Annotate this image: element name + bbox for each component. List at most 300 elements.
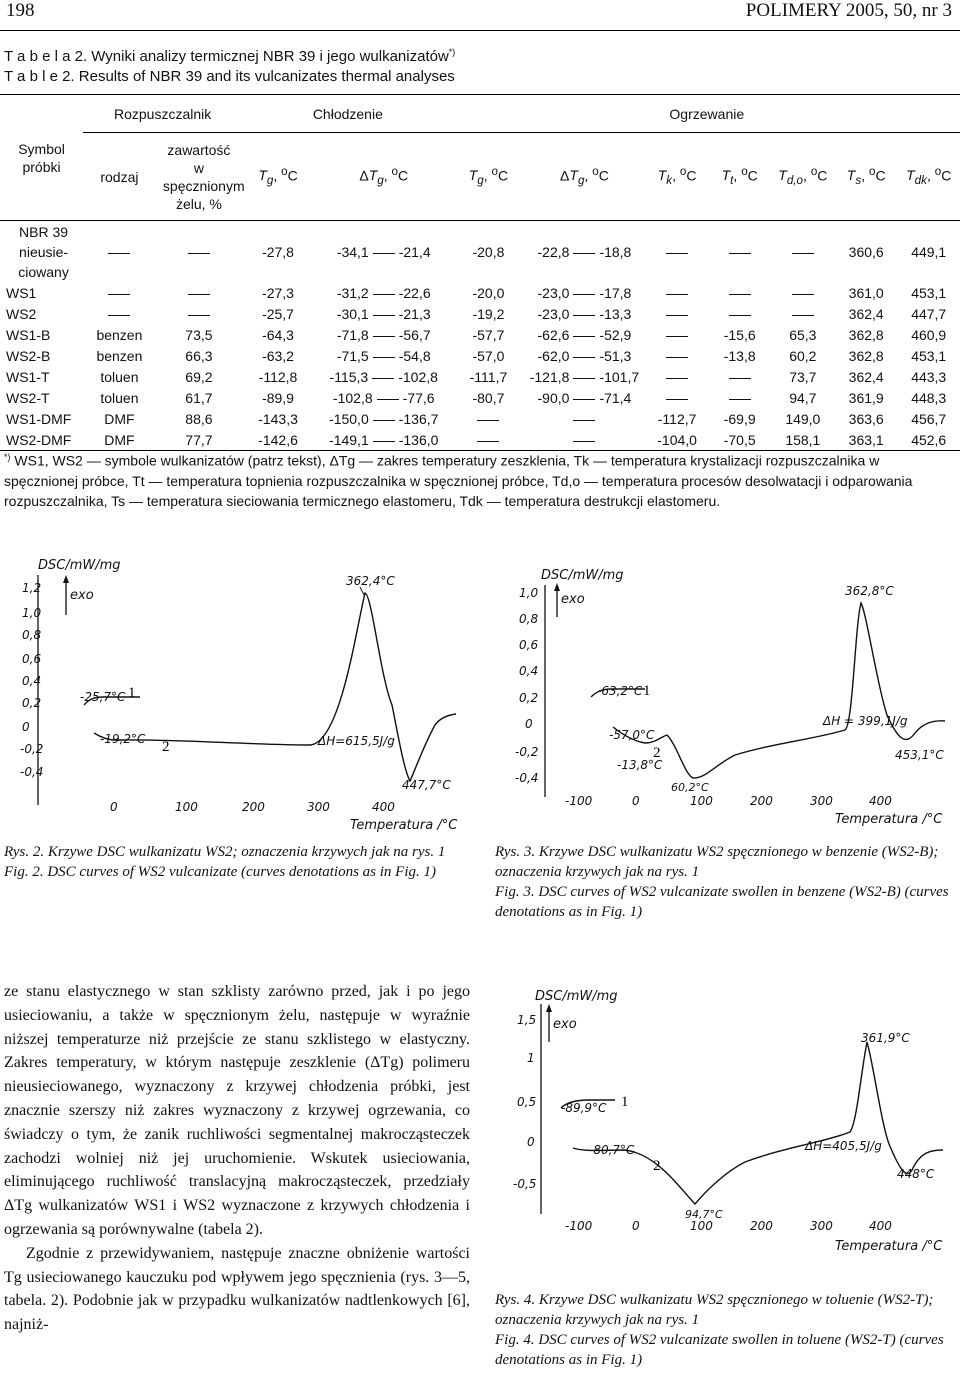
- cell-ts: 363,6: [848, 411, 884, 427]
- body-paragraph-2: Zgodnie z przewidywaniem, następuje znaczne obniżenie wartości Tg usieciowanego kauczuku pod wpływem jego spęcznienia (rys. 3—5, tabela. 2). Podobnie jak w przypadku wulkanizatów nadtlenkowych [6], najniż-: [4, 1244, 470, 1334]
- cell-tdk: 448,3: [911, 390, 947, 406]
- fig4-xtick: -100: [565, 1219, 593, 1233]
- range-start: -102,8: [332, 390, 373, 406]
- col-tg-heating: $T_g$, $^o$C: [454, 133, 524, 221]
- range-start: -121,8: [529, 369, 570, 385]
- fig4-ann: 361,9°C: [861, 1031, 910, 1045]
- dash-mark: [477, 420, 499, 421]
- cell-tt: [709, 221, 771, 283]
- dash-mark: [729, 378, 751, 379]
- fig4-xtick: 300: [810, 1219, 833, 1233]
- cell-tdk: 452,6: [897, 430, 960, 451]
- dsc-chart-fig3: [505, 565, 955, 835]
- table-title-pl: Wyniki analizy termicznej NBR 39 i jego wulkanizatów: [91, 48, 449, 65]
- cell-dtg-heating: [523, 388, 645, 409]
- cell-tt: -15,6: [723, 327, 756, 343]
- fig4-exo: exo: [553, 1017, 577, 1032]
- fig2-ytick: 0,2: [22, 696, 42, 710]
- cell-tg1: -142,6: [242, 430, 314, 451]
- cell-content: 77,7: [156, 430, 242, 451]
- range-end: -54,8: [398, 348, 431, 364]
- cell-tg1: -63,2: [262, 348, 294, 364]
- fig3-ann: 60,2°C: [671, 781, 709, 794]
- fig3-ann: 1: [643, 683, 651, 699]
- dash-mark: [729, 399, 751, 400]
- fig4-ann: 1: [621, 1094, 629, 1110]
- fig4-ytick: 1,5: [517, 1013, 537, 1027]
- dash-mark: [573, 294, 595, 295]
- cell-symbol: NBR 39 nieusie-ciowany: [18, 223, 69, 280]
- fig4-ytick: 0: [527, 1135, 535, 1149]
- cell-symbol: WS1-B: [6, 327, 51, 343]
- cell-content: 69,2: [185, 369, 213, 385]
- cell-tdo: 65,3: [789, 327, 817, 343]
- cell-dtg-heating: [523, 325, 645, 346]
- dash-mark: [373, 315, 395, 316]
- cell-dtg-heating: [523, 346, 645, 367]
- range-start: -30,1: [336, 306, 369, 322]
- col-content: zawartość w spęcznionym żelu, %: [156, 133, 242, 221]
- cell-tg2: -20,0: [472, 285, 505, 301]
- caption-fig2-en: Fig. 2. DSC curves of WS2 vulcanizate (curves denotations as in Fig. 1): [4, 864, 437, 880]
- fig3-ytick: 1,0: [519, 586, 539, 600]
- table-label-pl: T a b e l a 2.: [4, 48, 88, 65]
- range-end: -56,7: [398, 327, 431, 343]
- fig2-xlabel: Temperatura /°C: [350, 818, 458, 833]
- range-start: -62,0: [537, 348, 570, 364]
- fig2-ytick: 0: [22, 720, 30, 734]
- range-end: -13,3: [599, 306, 632, 322]
- fig2-ann: ΔH=615,5J/g: [318, 734, 395, 748]
- cell-dtg-heating: [523, 304, 645, 325]
- caption-fig4: [495, 1290, 956, 1370]
- cell-type: DMF: [83, 430, 156, 451]
- fig2-ann: 2: [162, 739, 170, 755]
- cell-dtg-cooling: [314, 409, 454, 430]
- figure-3: [505, 565, 955, 835]
- cell-tg1: -27,3: [262, 285, 294, 301]
- cell-content: 88,6: [185, 411, 213, 427]
- fig3-exo: exo: [561, 592, 585, 607]
- figure-4: [505, 982, 955, 1282]
- range-start: -23,0: [537, 285, 570, 301]
- cell-tg1: -89,9: [262, 390, 294, 406]
- dash-mark: [729, 315, 751, 316]
- dash-mark: [373, 420, 395, 421]
- dash-mark: [666, 357, 688, 358]
- fig2-ylabel: DSC/mW/mg: [38, 558, 121, 573]
- range-start: -22,8: [537, 243, 570, 260]
- footnote-mark: *): [4, 452, 11, 462]
- dash-mark: [573, 336, 595, 337]
- cell-ts: 362,8: [848, 348, 884, 364]
- fig3-ann: 362,8°C: [845, 584, 894, 598]
- cell-tdo: 73,7: [789, 369, 817, 385]
- fig3-ann: -13,8°C: [617, 758, 663, 772]
- cell-content: 66,3: [185, 348, 213, 364]
- group-solvent: Rozpuszczalnik: [83, 95, 242, 133]
- dsc-chart-fig2: [20, 555, 480, 835]
- range-end: -18,8: [599, 243, 632, 260]
- caption-fig3-pl: Rys. 3. Krzywe DSC wulkanizatu WS2 spęcznionego w benzenie (WS2-B); oznaczenia krzywych jak na rys. 1: [495, 844, 939, 880]
- dash-mark: [729, 294, 751, 295]
- fig2-ytick: 0,4: [22, 674, 42, 688]
- fig4-ann: 94,7°C: [685, 1208, 723, 1221]
- cell-tdk: 443,3: [911, 369, 947, 385]
- fig2-ytick: 1,0: [22, 606, 42, 620]
- cell-tdo: 94,7: [789, 390, 817, 406]
- cell-tdk: 460,9: [911, 327, 947, 343]
- journal-name: POLIMERY 2005, 50, nr 3: [745, 0, 952, 21]
- table-caption-en: [4, 67, 455, 87]
- table-row: [0, 409, 960, 430]
- cell-type: [83, 221, 156, 283]
- cell-tdo: 149,0: [785, 411, 821, 427]
- cell-tdk: 449,1: [911, 243, 947, 260]
- range-end: -21,3: [398, 306, 431, 322]
- cell-tg1: -27,8: [262, 243, 294, 260]
- table-row: [0, 367, 960, 388]
- fig4-ann: -89,9°C: [561, 1101, 607, 1115]
- cell-tg1: -112,8: [258, 369, 298, 385]
- cell-type: toluen: [100, 369, 139, 385]
- cell-tt: [709, 283, 771, 304]
- dash-mark: [666, 253, 688, 254]
- fig4-ytick: -0,5: [513, 1177, 537, 1191]
- cell-tk: [646, 367, 709, 388]
- cell-tdo: [771, 283, 835, 304]
- dash-mark: [108, 253, 130, 254]
- fig3-xtick: 400: [869, 794, 892, 808]
- cell-tg2: -20,8: [472, 243, 505, 260]
- footnote-text: WS1, WS2 — symbole wulkanizatów (patrz tekst), ΔTg — zakres temperatury zeszklenia, Tk — temperatura krystalizacji rozpuszczalnika w spęcznionej próbce, Tt — temperatura topnienia rozpuszczalnika w spęcznionej próbce, Td,o — temperatura procesów desolwatacji i odparowania rozpuszczalnika, Ts — temperatura sieciowania termicznego elastomeru, Tdk — temperatura destrukcji elastomeru.: [4, 452, 913, 509]
- cell-tdo: [771, 304, 835, 325]
- col-tt: $T_t$, $^o$C: [709, 133, 771, 221]
- cell-tdk: 453,1: [911, 285, 947, 301]
- table-row: [0, 388, 960, 409]
- cell-content: [156, 221, 242, 283]
- dash-mark: [573, 315, 595, 316]
- range-start: -71,8: [336, 327, 369, 343]
- dash-mark: [373, 294, 395, 295]
- caption-fig2-pl: Rys. 2. Krzywe DSC wulkanizatu WS2; oznaczenia krzywych jak na rys. 1: [4, 844, 446, 860]
- fig4-ann: -80,7°C: [589, 1143, 635, 1157]
- dash-mark: [792, 294, 814, 295]
- cell-tdk: 453,1: [911, 348, 947, 364]
- range-start: -34,1: [336, 243, 369, 260]
- cell-ts: 361,9: [848, 390, 884, 406]
- table-row: [0, 325, 960, 346]
- cell-ts: 362,4: [848, 306, 884, 322]
- fig3-ann: -63,2°C: [597, 684, 643, 698]
- cell-dtg-heating: [523, 221, 645, 283]
- figure-2: [20, 555, 480, 835]
- group-heating: Ogrzewanie: [454, 95, 960, 133]
- fig3-xlabel: Temperatura /°C: [835, 812, 943, 827]
- dash-mark: [372, 378, 394, 379]
- col-ts: $T_s$, $^o$C: [835, 133, 897, 221]
- fig3-ytick: -0,4: [515, 771, 539, 785]
- dash-mark: [573, 378, 595, 379]
- range-end: -102,8: [398, 369, 438, 385]
- range-end: -136,0: [398, 431, 439, 448]
- fig2-ann: 447,7°C: [402, 778, 451, 792]
- cell-tt: [709, 388, 771, 409]
- cell-tk: [646, 304, 709, 325]
- dsc-chart-fig4: [505, 982, 955, 1282]
- table-row: [0, 304, 960, 325]
- dash-mark: [666, 315, 688, 316]
- cell-symbol: WS2-T: [6, 390, 50, 406]
- cell-tg1: -143,3: [258, 411, 298, 427]
- cell-content: 73,5: [185, 327, 213, 343]
- cell-ts: 362,8: [848, 327, 884, 343]
- cell-symbol: WS2-DMF: [0, 430, 83, 451]
- cell-dtg-cooling: [314, 325, 454, 346]
- caption-fig2: [4, 842, 470, 882]
- fig3-xtick: 300: [810, 794, 833, 808]
- range-end: -51,3: [599, 348, 632, 364]
- dash-mark: [792, 253, 814, 254]
- dash-mark: [792, 315, 814, 316]
- caption-fig3: [495, 842, 956, 922]
- cell-dtg-heating: [523, 409, 645, 430]
- cell-tg2: -57,7: [472, 327, 505, 343]
- cell-tdo: [771, 221, 835, 283]
- fig2-ytick: 0,6: [22, 652, 42, 666]
- cell-tk: [646, 346, 709, 367]
- fig2-xtick: 200: [242, 800, 265, 814]
- range-end: -136,7: [398, 411, 439, 427]
- cell-tdk: 456,7: [911, 411, 947, 427]
- cell-tk: [646, 283, 709, 304]
- cell-tk: [646, 325, 709, 346]
- table-row: [0, 346, 960, 367]
- table-row: [0, 221, 960, 283]
- dash-mark: [188, 253, 210, 254]
- cell-tdo: 158,1: [771, 430, 835, 451]
- cell-tdo: 60,2: [789, 348, 817, 364]
- fig2-ann: -25,7°C: [80, 690, 126, 704]
- dash-mark: [108, 315, 130, 316]
- fig3-ytick: -0,2: [515, 745, 539, 759]
- range-start: -31,2: [336, 285, 369, 301]
- fig2-ytick: 1,2: [22, 581, 42, 595]
- cell-type: benzen: [96, 348, 143, 364]
- fig2-xtick: 0: [110, 800, 118, 814]
- dash-mark: [666, 399, 688, 400]
- cell-type: [83, 304, 156, 325]
- cell-tdk: 447,7: [911, 306, 947, 322]
- cell-tk: [646, 221, 709, 283]
- col-tdk: $T_{dk}$, $^o$C: [897, 133, 960, 221]
- range-start: -150,0: [329, 411, 369, 427]
- table-footnote-mark: *): [448, 47, 456, 57]
- cell-tg2: -57,0: [472, 348, 505, 364]
- body-paragraph-1: ze stanu elastycznego w stan szklisty zarówno przed, jak i po jego usieciowaniu, a także w spęcznionym żelu, następuje w wyraźnie niższej temperaturze niż przejście ze stanu szklistego w elastyczny. Zakres temperatury, w którym następuje zeszklenie (ΔTg) polimeru nieusieciowanego, wyznaczony z krzywej chłodzenia próbki, jest znacznie szerszy niż zakres wyznaczony z krzywej ogrzewania, co świadczy o tym, że zanik ruchliwości segmentalnej makrocząsteczek zachodzi wolniej niż jej uruchomienie. Wskutek usieciowania, eliminującego ruchliwość translacyjną makrocząsteczek, przedziały ΔTg wulkanizatów WS1 i WS2 wyznaczone z krzywych chłodzenia i ogrzewania są porównywalne (tabela 2).: [4, 983, 470, 1238]
- dash-mark: [377, 399, 399, 400]
- range-end: -77,6: [402, 390, 435, 406]
- cell-tg1: -64,3: [262, 327, 294, 343]
- cell-symbol: WS2: [6, 306, 37, 322]
- cell-content: [156, 283, 242, 304]
- cell-tk: [646, 388, 709, 409]
- table-label-en: T a b l e 2.: [4, 68, 75, 85]
- table-footnote: [4, 447, 956, 511]
- col-tdo: $T_{d,o}$, $^o$C: [771, 133, 835, 221]
- fig4-xtick: 200: [750, 1219, 773, 1233]
- fig4-xtick: 400: [869, 1219, 892, 1233]
- fig2-ann: 1: [128, 685, 136, 701]
- page-number: 198: [6, 0, 35, 21]
- table-title-en: Results of NBR 39 and its vulcanizates thermal analyses: [78, 68, 455, 85]
- range-start: -149,1: [329, 431, 369, 448]
- col-tg-cooling: $T_g$, $^o$C: [242, 133, 314, 221]
- dash-mark: [573, 253, 595, 254]
- fig2-ann: 362,4°C: [346, 574, 395, 588]
- fig4-ytick: 0,5: [517, 1095, 537, 1109]
- group-cooling: Chłodzenie: [242, 95, 453, 133]
- cell-tt: -70,5: [709, 430, 771, 451]
- col-type: rodzaj: [83, 133, 156, 221]
- fig3-xtick: 0: [632, 794, 640, 808]
- cell-dtg-cooling: [314, 283, 454, 304]
- cell-dtg-cooling: [314, 388, 454, 409]
- fig3-ann: 2: [653, 745, 661, 761]
- fig2-ann: -19,2°C: [100, 732, 146, 746]
- range-start: -90,0: [537, 390, 570, 406]
- cell-dtg-heating: [523, 283, 645, 304]
- header-rule: [0, 30, 960, 31]
- cell-tt: [709, 367, 771, 388]
- table-row: [0, 283, 960, 304]
- caption-fig3-en: Fig. 3. DSC curves of WS2 vulcanizate swollen in benzene (WS2-B) (curves denotations as in Fig. 1): [495, 884, 949, 920]
- dash-mark: [666, 378, 688, 379]
- fig2-ytick: -0,2: [20, 742, 44, 756]
- fig3-ann: ΔH = 399,1J/g: [823, 714, 908, 728]
- fig2-xtick: 300: [307, 800, 330, 814]
- fig2-ytick: -0,4: [20, 765, 44, 779]
- cell-type: toluen: [100, 390, 139, 406]
- fig2-curve-2: [94, 593, 456, 781]
- cell-tk: -112,7: [657, 411, 697, 427]
- cell-symbol: WS1: [6, 285, 37, 301]
- running-header: [0, 0, 960, 30]
- body-text: [4, 980, 470, 1337]
- cell-tt: -69,9: [723, 411, 756, 427]
- range-end: -17,8: [599, 285, 632, 301]
- cell-tg2: -19,2: [472, 306, 505, 322]
- table-caption: [4, 42, 455, 87]
- cell-tt: [709, 304, 771, 325]
- fig4-ann: 448°C: [897, 1167, 935, 1181]
- dash-mark: [373, 441, 395, 442]
- fig4-xtick: 100: [690, 1219, 713, 1233]
- fig2-ytick: 0,8: [22, 628, 42, 642]
- cell-dtg-heating: [523, 367, 645, 388]
- dash-mark: [666, 294, 688, 295]
- cell-symbol: WS1-T: [6, 369, 50, 385]
- dash-mark: [573, 357, 595, 358]
- cell-tg2: [454, 409, 524, 430]
- dash-mark: [573, 441, 595, 442]
- fig3-ytick: 0,8: [519, 612, 539, 626]
- col-dtg-heating: $\Delta T_g$, $^o$C: [523, 133, 645, 221]
- caption-fig4-pl: Rys. 4. Krzywe DSC wulkanizatu WS2 spęcznionego w toluenie (WS2-T); oznaczenia krzywych jak na rys. 1: [495, 1292, 934, 1328]
- fig3-xtick: 100: [690, 794, 713, 808]
- fig3-xtick: 200: [750, 794, 773, 808]
- range-end: -22,6: [398, 285, 431, 301]
- cell-tt: -13,8: [723, 348, 756, 364]
- cell-ts: 360,6: [848, 243, 884, 260]
- dash-mark: [188, 294, 210, 295]
- cell-content: 61,7: [185, 390, 213, 406]
- table-caption-pl: [4, 42, 455, 67]
- fig4-curve-2: [573, 1042, 943, 1204]
- dash-mark: [373, 336, 395, 337]
- range-start: -71,5: [336, 348, 369, 364]
- fig4-xlabel: Temperatura /°C: [835, 1239, 943, 1254]
- fig4-ann: ΔH=405,5J/g: [805, 1139, 882, 1153]
- dash-mark: [729, 253, 751, 254]
- fig3-ann: -57,0°C: [609, 728, 655, 742]
- cell-type: benzen: [96, 327, 143, 343]
- cell-ts: 362,4: [848, 369, 884, 385]
- fig4-ylabel: DSC/mW/mg: [535, 989, 618, 1004]
- range-end: -71,4: [599, 390, 632, 406]
- dash-mark: [373, 357, 395, 358]
- cell-ts: 363,1: [835, 430, 897, 451]
- dash-mark: [573, 420, 595, 421]
- caption-fig4-en: Fig. 4. DSC curves of WS2 vulcanizate swollen in toluene (WS2-T) (curves denotations as in Fig. 1): [495, 1332, 944, 1368]
- fig4-xtick: 0: [632, 1219, 640, 1233]
- cell-tg2: -80,7: [472, 390, 505, 406]
- fig4-ytick: 1: [527, 1051, 535, 1065]
- fig4-ann: 2: [653, 1158, 661, 1174]
- fig3-ytick: 0,6: [519, 638, 539, 652]
- fig2-xtick: 100: [175, 800, 198, 814]
- cell-dtg-cooling: [314, 367, 454, 388]
- cell-content: [156, 304, 242, 325]
- range-start: -115,3: [329, 369, 369, 385]
- cell-type: DMF: [104, 411, 135, 427]
- cell-tg2: -111,7: [469, 369, 508, 385]
- col-dtg-cooling: $\Delta T_g$, $^o$C: [314, 133, 454, 221]
- range-start: -23,0: [537, 306, 570, 322]
- cell-tg1: -25,7: [262, 306, 294, 322]
- fig3-xtick: -100: [565, 794, 593, 808]
- results-table: [0, 94, 960, 451]
- dash-mark: [188, 315, 210, 316]
- cell-type: [83, 283, 156, 304]
- range-start: -62,6: [537, 327, 570, 343]
- cell-symbol: WS2-B: [6, 348, 51, 364]
- fig3-ytick: 0,4: [519, 664, 539, 678]
- fig2-xtick: 400: [372, 800, 395, 814]
- fig3-ylabel: DSC/mW/mg: [541, 568, 624, 583]
- cell-dtg-cooling: [314, 304, 454, 325]
- cell-dtg-cooling: [314, 221, 454, 283]
- dash-mark: [573, 399, 595, 400]
- range-end: -52,9: [599, 327, 632, 343]
- dash-mark: [666, 336, 688, 337]
- cell-dtg-cooling: [314, 346, 454, 367]
- col-tk: $T_k$, $^o$C: [646, 133, 709, 221]
- col-symbol: Symbol próbki: [0, 95, 83, 221]
- range-end: -101,7: [599, 369, 640, 385]
- cell-symbol: WS1-DMF: [6, 411, 72, 427]
- fig3-ytick: 0,2: [519, 691, 539, 705]
